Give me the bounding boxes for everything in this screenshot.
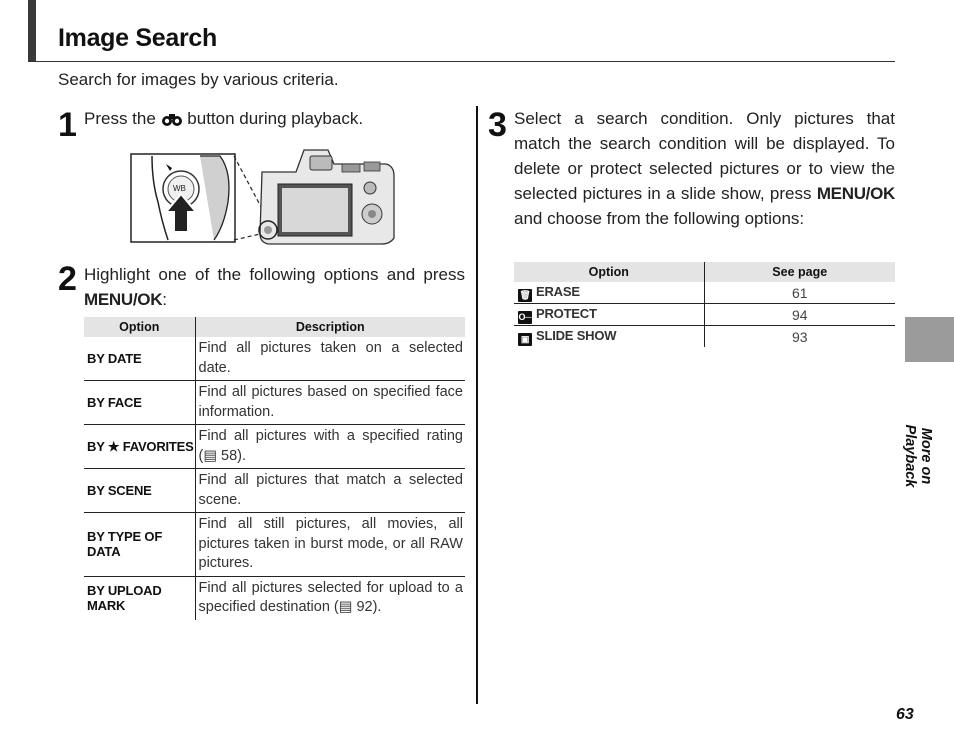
action-protect [514,304,704,326]
step-3-text-before: Select a search condition. Only pictures that match the search condition will be displayed. To delete or protect selected pictures or to view the selected pictures in a slide show, press [514,109,895,203]
step-3-text-after: and choose from the following options: [514,209,805,228]
step-2-number: 2 [58,260,77,298]
header-accent-bar [28,0,36,62]
action-slide-show [514,326,704,348]
action-erase-label: ERASE [536,283,580,299]
page-subtitle: Search for images by various criteria. [58,70,339,89]
option-description: Find all pictures taken on a selected date. [195,337,465,381]
option-description: Find all pictures selected for upload to a specified destination (▤ 92). [195,576,465,620]
table-header-option: Option [84,317,195,337]
step-3-text [514,106,895,231]
page-ref: 93 [704,326,895,348]
option-by-favorites: BY ★ FAVORITES [84,425,195,469]
option-by-date: BY DATE [84,337,195,381]
section-label: More on Playback [902,424,934,488]
binoculars-icon [161,109,183,134]
option-by-scene: BY SCENE [84,469,195,513]
key-icon: O─ [518,311,532,322]
menu-ok-key: MENU/OK [816,184,895,203]
trash-icon: 🗑︎ [519,289,531,300]
option-description: Find all pictures with a specified rating (▤ 58). [195,425,465,469]
page-ref: 94 [704,304,895,326]
option-description: Find all pictures based on specified face information. [195,381,465,425]
step-2-text [84,262,465,312]
step-1-text-before: Press the [84,109,156,128]
camera-illustration [128,142,398,247]
option-by-face: BY FACE [84,381,195,425]
action-slide-show-label: SLIDE SHOW [536,327,617,343]
option-by-type-of-data: BY TYPE OF DATA [84,513,195,577]
option-description: Find all pictures that match a selected scene. [195,469,465,513]
actions-table [514,262,895,347]
wb-button-label: WB [173,184,186,193]
column-divider [476,106,478,704]
step-1-number: 1 [58,106,77,144]
page-title: Image Search [58,24,217,52]
step-1-text-after: button during playback. [187,109,364,128]
search-options-table [84,317,465,620]
page-ref: 61 [704,282,895,304]
page-number: 63 [896,706,914,723]
step-2-text-before: Highlight one of the following options and press [84,265,465,284]
table-header-description: Description [195,317,465,337]
action-protect-label: PROTECT [536,305,597,321]
action-erase [514,282,704,304]
step-2-text-after: : [162,290,167,309]
step-1-text [84,106,464,134]
option-description: Find all still pictures, all movies, all pictures taken in burst mode, or all RAW pictures. [195,513,465,577]
menu-ok-key: MENU/OK [84,290,163,309]
table-header-option: Option [514,262,704,282]
section-tab [905,317,954,362]
option-by-upload-mark: BY UPLOAD MARK [87,583,162,613]
table-header-see-page: See page [704,262,895,282]
header-rule [28,61,895,62]
step-3-number: 3 [488,106,507,144]
slideshow-icon: ▣ [518,333,532,346]
